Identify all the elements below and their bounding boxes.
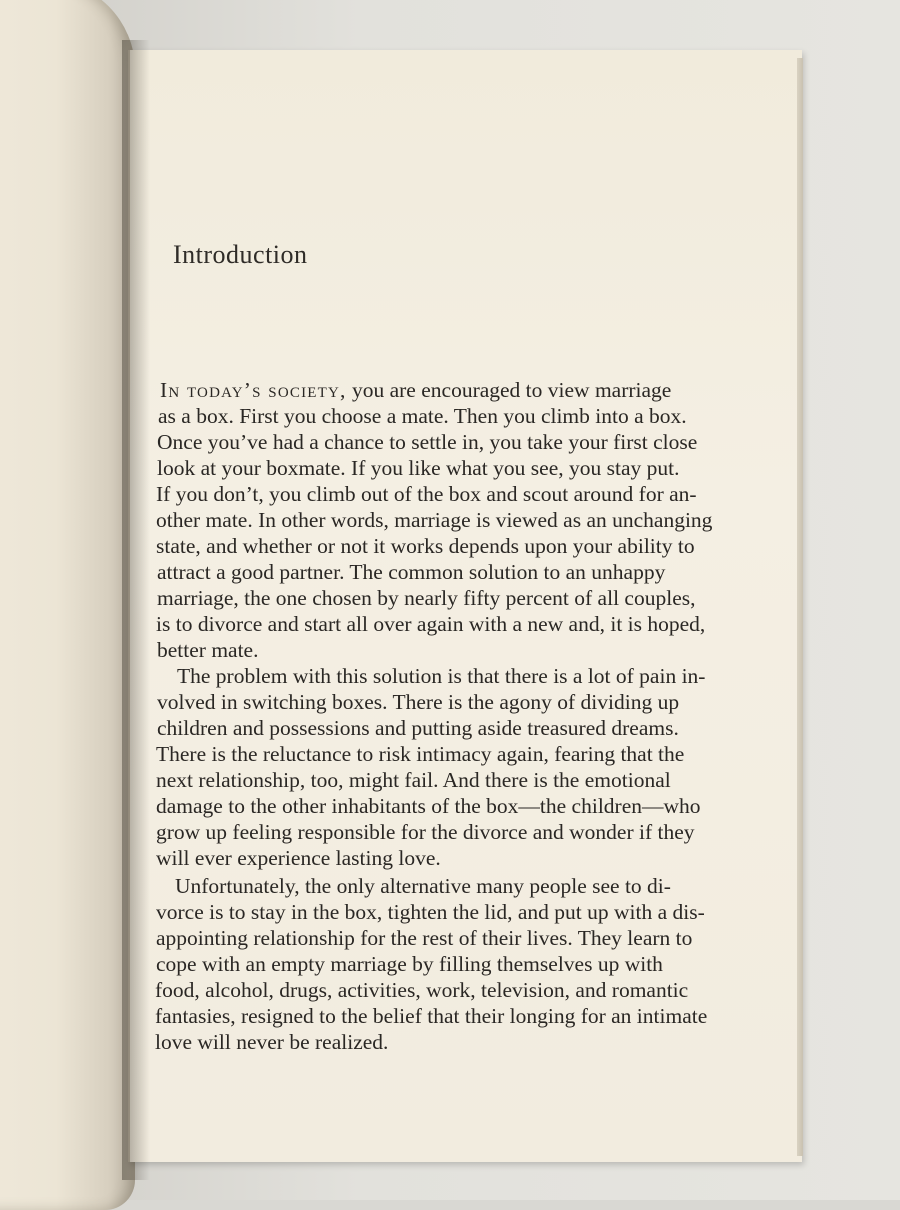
book-gutter [122,40,150,1180]
page-edge [797,58,803,1156]
body-text [155,0,725,1200]
text-line: is to divorce and start all over again with a new and, it is hoped, [156,612,706,636]
text-line: other mate. In other words, marriage is viewed as an unchanging [156,508,713,532]
text-line: love will never be realized. [155,1030,389,1054]
text-line: grow up feeling responsible for the divorce and wonder if they [156,820,695,844]
line-text: you are encouraged to view marriage [351,378,672,402]
text-line: Unfortunately, the only alternative many people see to di- [175,874,671,898]
text-line: food, alcohol, drugs, activities, work, television, and romantic [155,978,689,1002]
left-page [0,0,135,1210]
text-line: If you don’t, you climb out of the box and scout around for an- [156,482,697,506]
text-line: fantasies, resigned to the belief that their longing for an intimate [155,1004,708,1028]
lead-in: In today’s society, [160,378,347,402]
text-line: volved in switching boxes. There is the agony of dividing up [157,690,680,714]
text-line: state, and whether or not it works depends upon your ability to [156,534,695,558]
text-line: damage to the other inhabitants of the box—the children—who [156,794,701,818]
text-line: next relationship, too, might fail. And there is the emotional [156,768,671,792]
text-line: look at your boxmate. If you like what you see, you stay put. [157,456,680,480]
text-line: better mate. [157,638,259,662]
text-line [160,376,722,404]
text-line: will ever experience lasting love. [156,846,441,870]
text-line: vorce is to stay in the box, tighten the lid, and put up with a dis- [156,900,705,924]
text-line: appointing relationship for the rest of their lives. They learn to [156,926,693,950]
text-line: attract a good partner. The common solution to an unhappy [157,560,666,584]
chapter-heading: Introduction [173,240,308,269]
text-line: children and possessions and putting aside treasured dreams. [157,716,679,740]
text-line: There is the reluctance to risk intimacy again, fearing that the [156,742,685,766]
text-line: Once you’ve had a chance to settle in, you take your first close [157,430,698,454]
text-line: The problem with this solution is that there is a lot of pain in- [177,664,706,688]
text-line: marriage, the one chosen by nearly fifty percent of all couples, [157,586,696,610]
text-line: as a box. First you choose a mate. Then you climb into a box. [158,404,687,428]
text-line: cope with an empty marriage by filling themselves up with [156,952,663,976]
